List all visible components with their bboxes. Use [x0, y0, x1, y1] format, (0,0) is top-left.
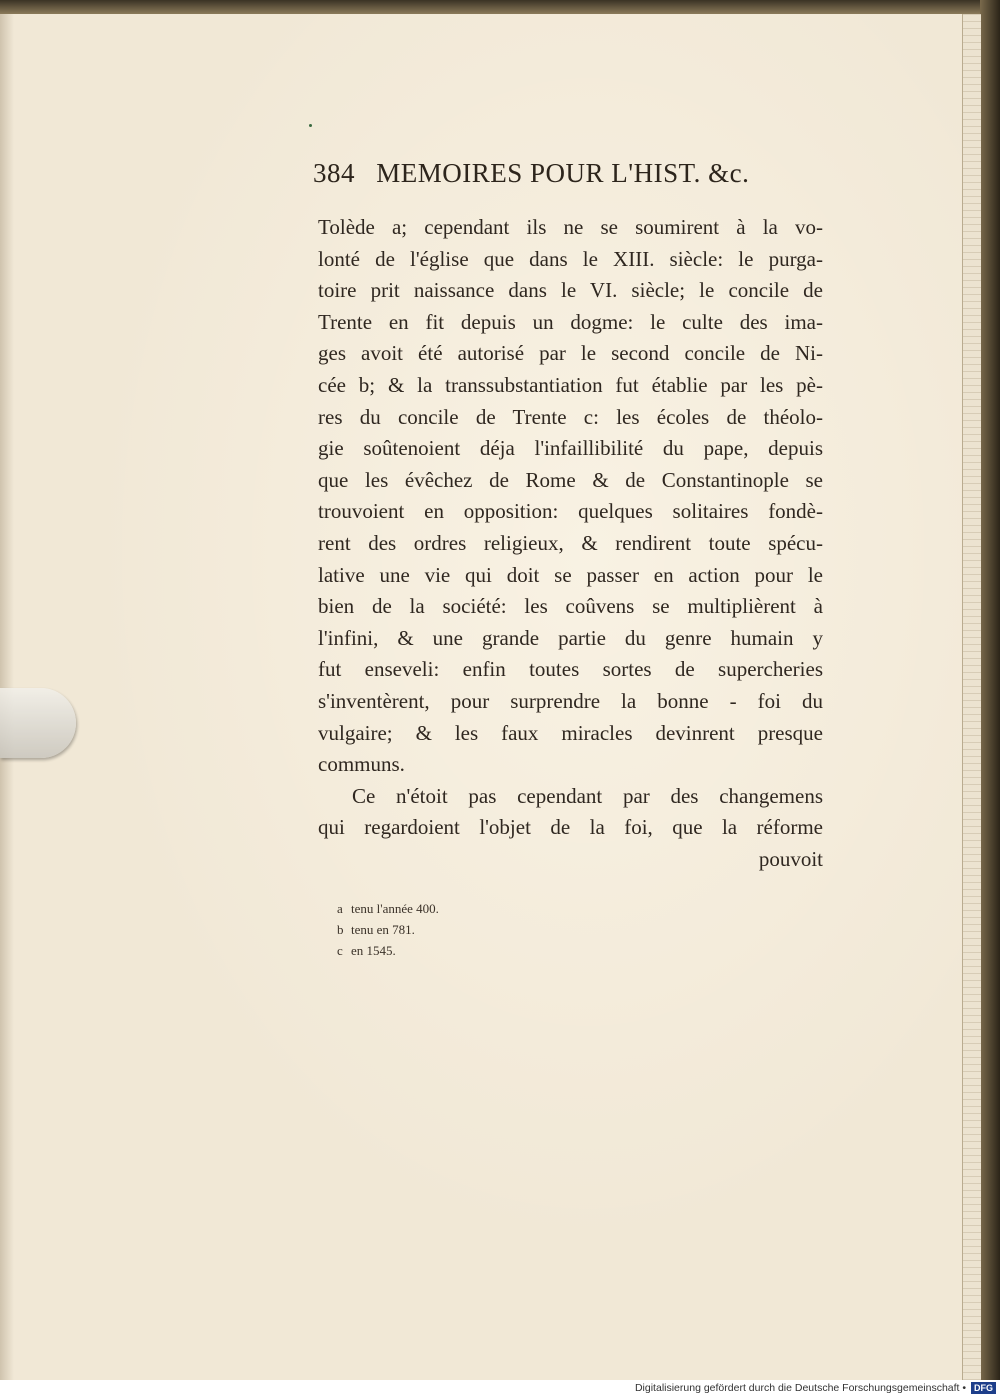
footnote-text: tenu l'année 400. [351, 901, 439, 916]
footnotes [337, 898, 637, 961]
scan-top-edge [0, 0, 1000, 14]
text-line: rent des ordres religieux, & rendirent toute spécu- [318, 530, 823, 555]
paragraph-start-line: Ce n'étoit pas cependant par des changemens [352, 783, 823, 808]
text-line: toire prit naissance dans le VI. siècle; le concile de [318, 278, 823, 303]
text-line: communs. [318, 752, 405, 777]
text-line: qui regardoient l'objet de la foi, que la réforme [318, 815, 823, 840]
digitization-credit [606, 1381, 996, 1396]
footnote-mark: b [337, 922, 344, 937]
body-text [318, 212, 823, 875]
text-line: ges avoit été autorisé par le second concile de Ni- [318, 341, 823, 366]
running-header [313, 158, 833, 202]
footnote-text: en 1545. [351, 943, 396, 958]
text-line: que les évêchez de Rome & de Constantinople se [318, 467, 823, 492]
catchword: pouvoit [758, 846, 823, 871]
text-line: Trente en fit depuis un dogme: le culte des ima- [318, 309, 823, 334]
scan-right-edge [980, 0, 1000, 1380]
text-line: s'inventèrent, pour surprendre la bonne - foi du [318, 688, 823, 713]
text-line: vulgaire; & les faux miracles devinrent presque [318, 720, 823, 745]
credit-text: Digitalisierung gefördert durch die Deutsche Forschungsgemeinschaft • [634, 1382, 967, 1394]
page-number: 384 [313, 158, 355, 188]
text-line: fut enseveli: enfin toutes sortes de supercheries [318, 657, 823, 682]
text-line: res du concile de Trente c: les écoles de théolo- [318, 404, 823, 429]
footnote-mark: a [337, 901, 343, 916]
footnote [337, 898, 637, 919]
text-line: lonté de l'église que dans le XIII. siècle: le purga- [318, 246, 823, 271]
footnote-mark: c [337, 943, 343, 958]
text-line: cée b; & la transsubstantiation fut établie par les pè- [318, 372, 823, 397]
text-line: lative une vie qui doit se passer en action pour le [318, 562, 823, 587]
ink-speck [309, 124, 312, 127]
running-title: MEMOIRES POUR L'HIST. &c. [376, 158, 750, 188]
text-line: gie soûtenoient déja l'infaillibilité du pape, depuis [318, 436, 823, 461]
footnote [337, 919, 637, 940]
footnote [337, 940, 637, 961]
text-line: trouvoient en opposition: quelques solitaires fondè- [318, 499, 823, 524]
text-line: Tolède a; cependant ils ne se soumirent à la vo- [318, 215, 823, 239]
text-line: l'infini, & une grande partie du genre humain y [318, 625, 823, 650]
bookmark-tab [0, 688, 76, 758]
text-line: bien de la société: les coûvens se multiplièrent à [318, 594, 823, 619]
footnote-text: tenu en 781. [351, 922, 415, 937]
dfg-logo: DFG [971, 1382, 996, 1394]
page-edge-stack [962, 14, 981, 1380]
